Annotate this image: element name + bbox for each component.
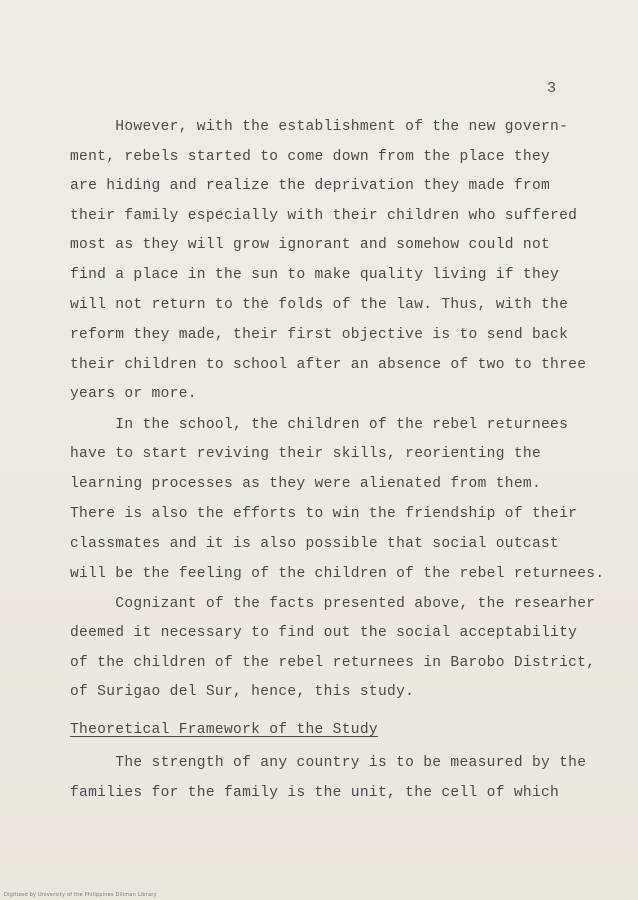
text-line: ment, rebels started to come down from the place they — [70, 149, 551, 165]
text-line: reform they made, their first objective is to send back — [70, 327, 569, 343]
footer-stamp: Digitized by University of the Philippines Diliman Library — [4, 892, 157, 898]
text-line: of the children of the rebel returnees in Barobo District, — [70, 655, 596, 671]
text-line: will not return to the folds of the law. Thus, with the — [70, 297, 569, 313]
text-line: years or more. — [70, 386, 197, 402]
page-number: 3 — [547, 80, 557, 97]
text-line: have to start reviving their skills, reorienting the — [70, 446, 541, 462]
text-line: are hiding and realize the deprivation they made from — [70, 178, 551, 194]
text-line: families for the family is the unit, the cell of which — [70, 785, 560, 801]
text-line: Cognizant of the facts presented above, the researher — [70, 596, 596, 612]
text-line: deemed it necessary to find out the social acceptability — [70, 625, 578, 641]
text-line: classmates and it is also possible that social outcast — [70, 536, 560, 552]
text-line: of Surigao del Sur, hence, this study. — [70, 684, 415, 700]
text-line: their children to school after an absence of two to three — [70, 357, 587, 373]
text-line: However, with the establishment of the new govern- — [70, 119, 569, 135]
text-line: most as they will grow ignorant and somehow could not — [70, 237, 551, 253]
text-line: There is also the efforts to win the friendship of their — [70, 506, 578, 522]
text-line: learning processes as they were alienated from them. — [70, 476, 541, 492]
text-line: find a place in the sun to make quality living if they — [70, 267, 560, 283]
text-line: In the school, the children of the rebel returnees — [70, 417, 569, 433]
text-line: their family especially with their children who suffered — [70, 208, 578, 224]
text-line: will be the feeling of the children of the rebel returnees. — [70, 566, 605, 582]
text-line: The strength of any country is to be measured by the — [70, 755, 587, 771]
section-heading: Theoretical Framework of the Study — [70, 722, 378, 738]
